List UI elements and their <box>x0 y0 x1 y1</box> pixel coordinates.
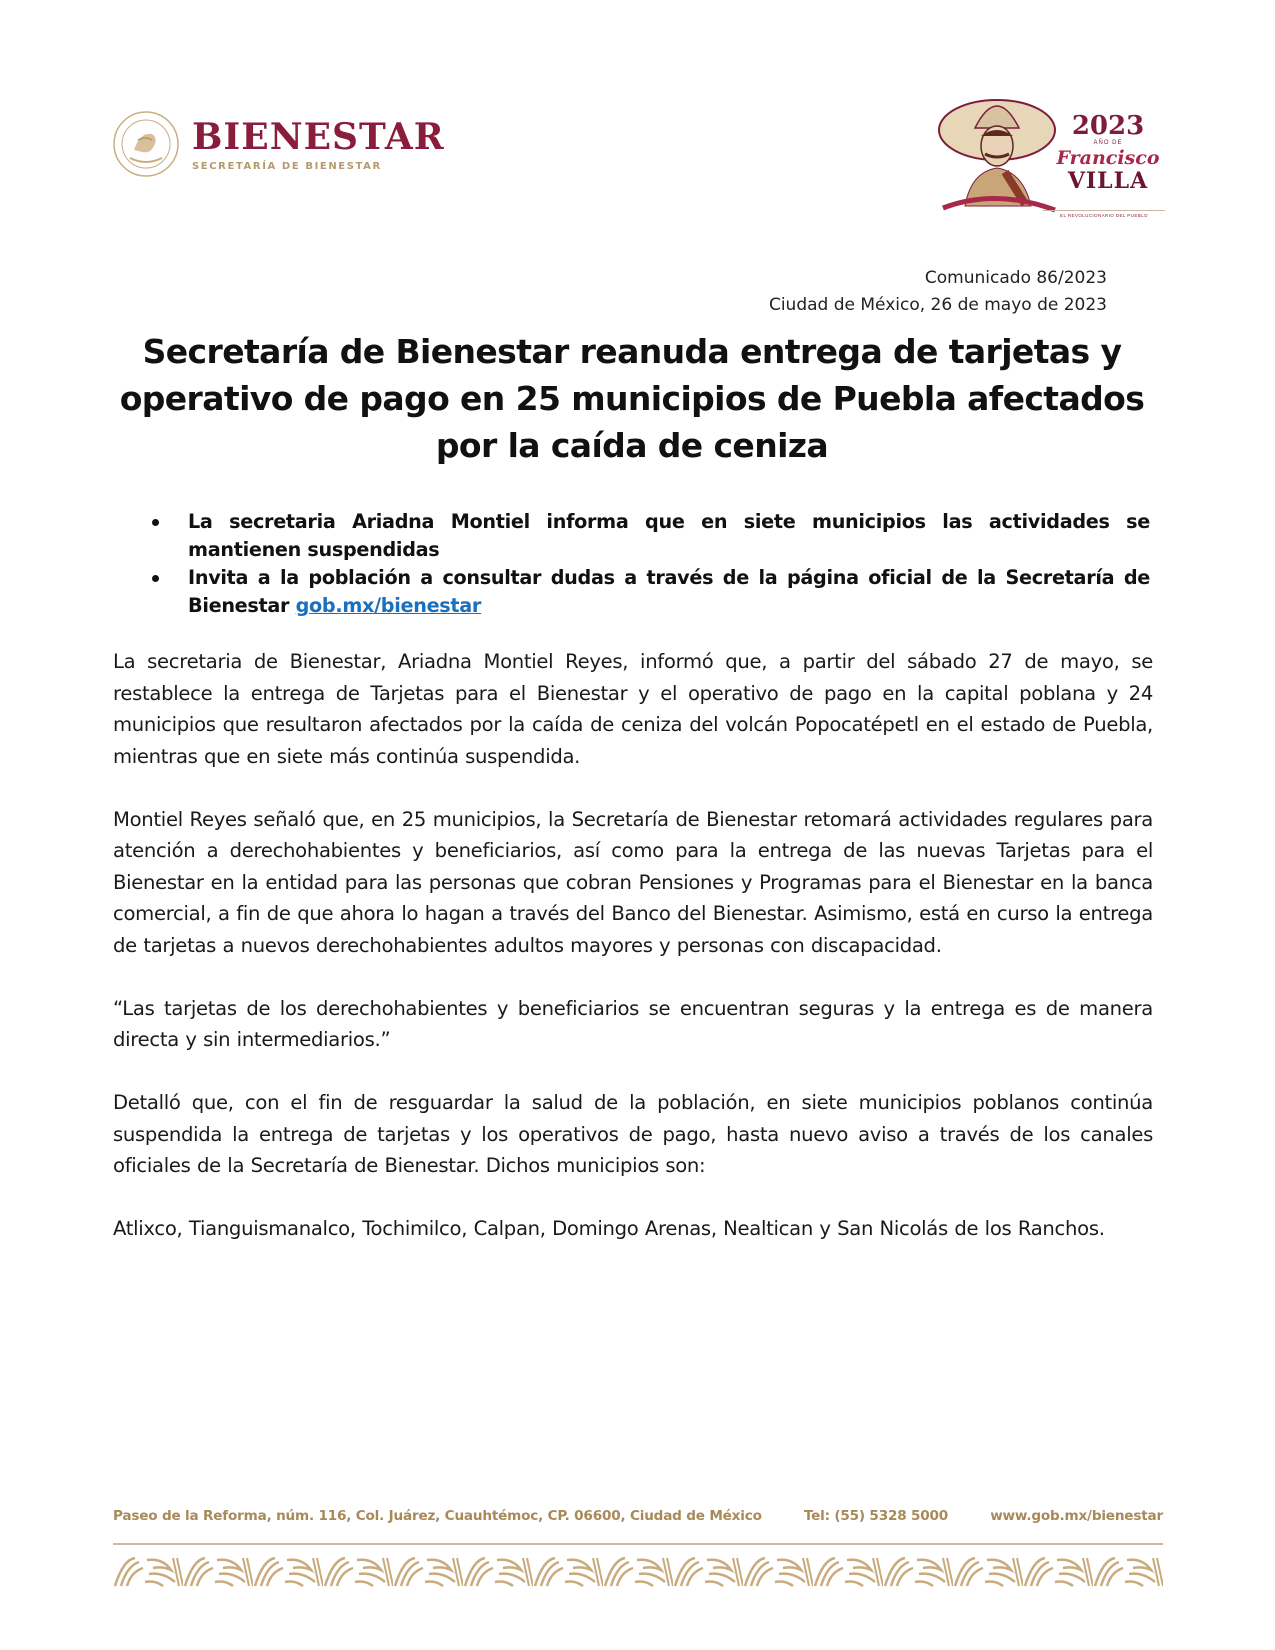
footer-address: Paseo de la Reforma, núm. 116, Col. Juárez, Cuauhtémoc, CP. 06600, Ciudad de México <box>113 1508 762 1524</box>
footer-divider <box>113 1543 1163 1545</box>
body-paragraph: Detalló que, con el fin de resguardar la salud de la población, en siete municipios poblanos continúa suspendida la entrega de tarjetas y los operativos de pago, hasta nuevo aviso a través de los canales oficiales de la Secretaría de Bienestar. Dichos municipios son: <box>113 1091 1153 1177</box>
highlights-list <box>150 508 1150 620</box>
highlight-item <box>150 564 1150 620</box>
dateline <box>769 265 1107 319</box>
francisco-villa-portrait-icon <box>935 88 1060 218</box>
highlight-text: La secretaria Ariadna Montiel informa que en siete municipios las actividades se mantienen suspendidas <box>188 510 1150 561</box>
highlight-text: Invita a la población a consultar dudas a través de la página oficial de la Secretaría de Bienestar <box>188 566 1150 617</box>
footer-contact <box>113 1508 1163 1524</box>
brand-name: BIENESTAR <box>192 115 445 158</box>
bullet-icon <box>152 519 159 526</box>
quote-paragraph: “Las tarjetas de los derechohabientes y beneficiarios se encuentran seguras y la entrega es de manera directa y sin intermediarios.” <box>113 996 1153 1051</box>
bullet-icon <box>152 575 159 582</box>
municipalities-list: Atlixco, Tianguismanalco, Tochimilco, Calpan, Domingo Arenas, Nealtican y San Nicolás de los Ranchos. <box>113 1217 1105 1240</box>
footer-website: www.gob.mx/bienestar <box>990 1508 1163 1524</box>
villa-name-last: VILLA <box>1067 168 1149 194</box>
press-release-title: Secretaría de Bienestar reanuda entrega de tarjetas y operativo de pago en 25 municipios de Puebla afectados por la caída de ceniza <box>119 332 1145 465</box>
villa-year: 2023 <box>1071 111 1145 141</box>
body-paragraph: La secretaria de Bienestar, Ariadna Montiel Reyes, informó que, a partir del sábado 27 de mayo, se restablece la entrega de Tarjetas para el Bienestar y el operativo de pago en la capital poblana y 24 municipios que resultaron afectados por la caída de ceniza del volcán Popocatépetl en el estado de Puebla, mientras que en siete más continúa suspendida. <box>113 650 1153 768</box>
highlight-item <box>150 508 1150 564</box>
coat-of-arms-seal-icon <box>112 110 180 178</box>
villa-ano-de: AÑO DE <box>1093 140 1123 146</box>
brand-subtitle: SECRETARÍA DE BIENESTAR <box>192 160 382 172</box>
release-number: Comunicado 86/2023 <box>924 268 1107 288</box>
bienestar-website-link[interactable]: gob.mx/bienestar <box>295 594 482 617</box>
body-paragraph: Montiel Reyes señaló que, en 25 municipios, la Secretaría de Bienestar retomará actividades regulares para atención a derechohabientes y beneficiarios, así como para la entrega de las nuevas Tarjetas para el Bienestar en la entidad para las personas que cobran Pensiones y Programas para el Bienestar en la banca comercial, a fin de que ahora lo hagan a través del Banco del Bienestar. Asimismo, está en curso la entrega de tarjetas a nuevos derechohabientes adultos mayores y personas con discapacidad. <box>113 807 1153 957</box>
greca-pattern-band-icon <box>113 1556 1163 1588</box>
villa-name-first: Francisco <box>1056 147 1160 169</box>
footer-phone: Tel: (55) 5328 5000 <box>803 1508 949 1524</box>
press-release-body <box>113 646 1153 1276</box>
villa-motto: EL REVOLUCIONARIO DEL PUEBLO <box>1043 210 1165 218</box>
francisco-villa-logo <box>935 88 1165 223</box>
place-date: Ciudad de México, 26 de mayo de 2023 <box>768 295 1107 315</box>
bienestar-logo <box>112 104 452 184</box>
